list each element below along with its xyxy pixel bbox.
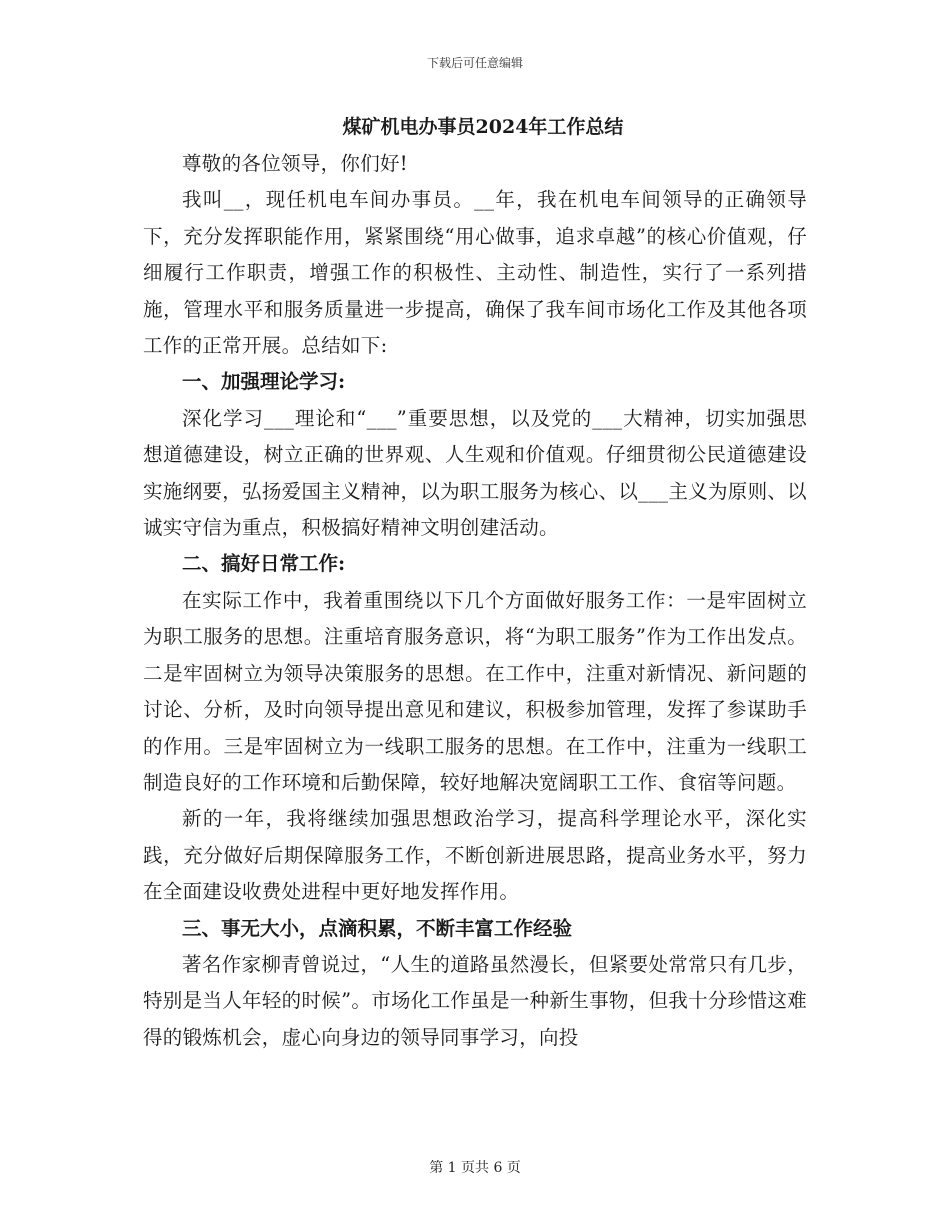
section-3-body: 著名作家柳青曾说过，“人生的道路虽然漫长，但紧要处常常只有几步，特别是当人年轻的时候”。市场化工作虽是一种新生事物，但我十分珍惜这难得的锻炼机会，虚心向身边的领导同事学习，向投	[143, 952, 807, 1049]
section-2-body: 在实际工作中，我着重围绕以下几个方面做好服务工作：一是牢固树立为职工服务的思想。注重培育服务意识，将“为职工服务”作为工作出发点。二是牢固树立为领导决策服务的思想。在工作中，注重对新情况、新问题的讨论、分析，及时向领导提出意见和建议，积极参加管理，发挥了参谋助手的作用。三是牢固树立为一线职工服务的思想。在工作中，注重为一线职工制造良好的工作环境和后勤保障，较好地解决宽阔职工工作、食宿等问题。	[143, 588, 807, 794]
section-1-heading: 一、加强理论学习:	[182, 370, 346, 394]
section-2-heading: 二、搞好日常工作:	[182, 552, 346, 576]
section-2-body-continued: 新的一年，我将继续加强思想政治学习，提高科学理论水平，深化实践，充分做好后期保障服务工作，不断创新进展思路，提高业务水平，努力在全面建设收费处进程中更好地发挥作用。	[143, 807, 807, 904]
document-title: 煤矿机电办事员2024年工作总结	[342, 116, 624, 138]
document-body	[143, 112, 807, 1056]
section-3-heading: 三、事无大小，点滴积累，不断丰富工作经验	[182, 916, 573, 940]
page-footer: 第 1 页共 6 页	[429, 1160, 521, 1176]
section-1-body: 深化学习___理论和“___”重要思想，以及党的___大精神，切实加强思想道德建设，树立正确的世界观、人生观和价值观。仔细贯彻公民道德建设实施纲要，弘扬爱国主义精神，以为职工服务为核心、以___主义为原则、以诚实守信为重点，积极搞好精神文明创建活动。	[143, 406, 807, 540]
intro-paragraph: 我叫__，现任机电车间办事员。__年，我在机电车间领导的正确领导下，充分发挥职能作用，紧紧围绕“用心做事，追求卓越”的核心价值观，仔细履行工作职责，增强工作的积极性、主动性、制造性，实行了一系列措施，管理水平和服务质量进一步提高，确保了我车间市场化工作及其他各项工作的正常开展。总结如下:	[143, 188, 807, 358]
header-note: 下载后可任意编辑	[426, 56, 523, 70]
greeting-paragraph: 尊敬的各位领导，你们好!	[182, 152, 408, 175]
